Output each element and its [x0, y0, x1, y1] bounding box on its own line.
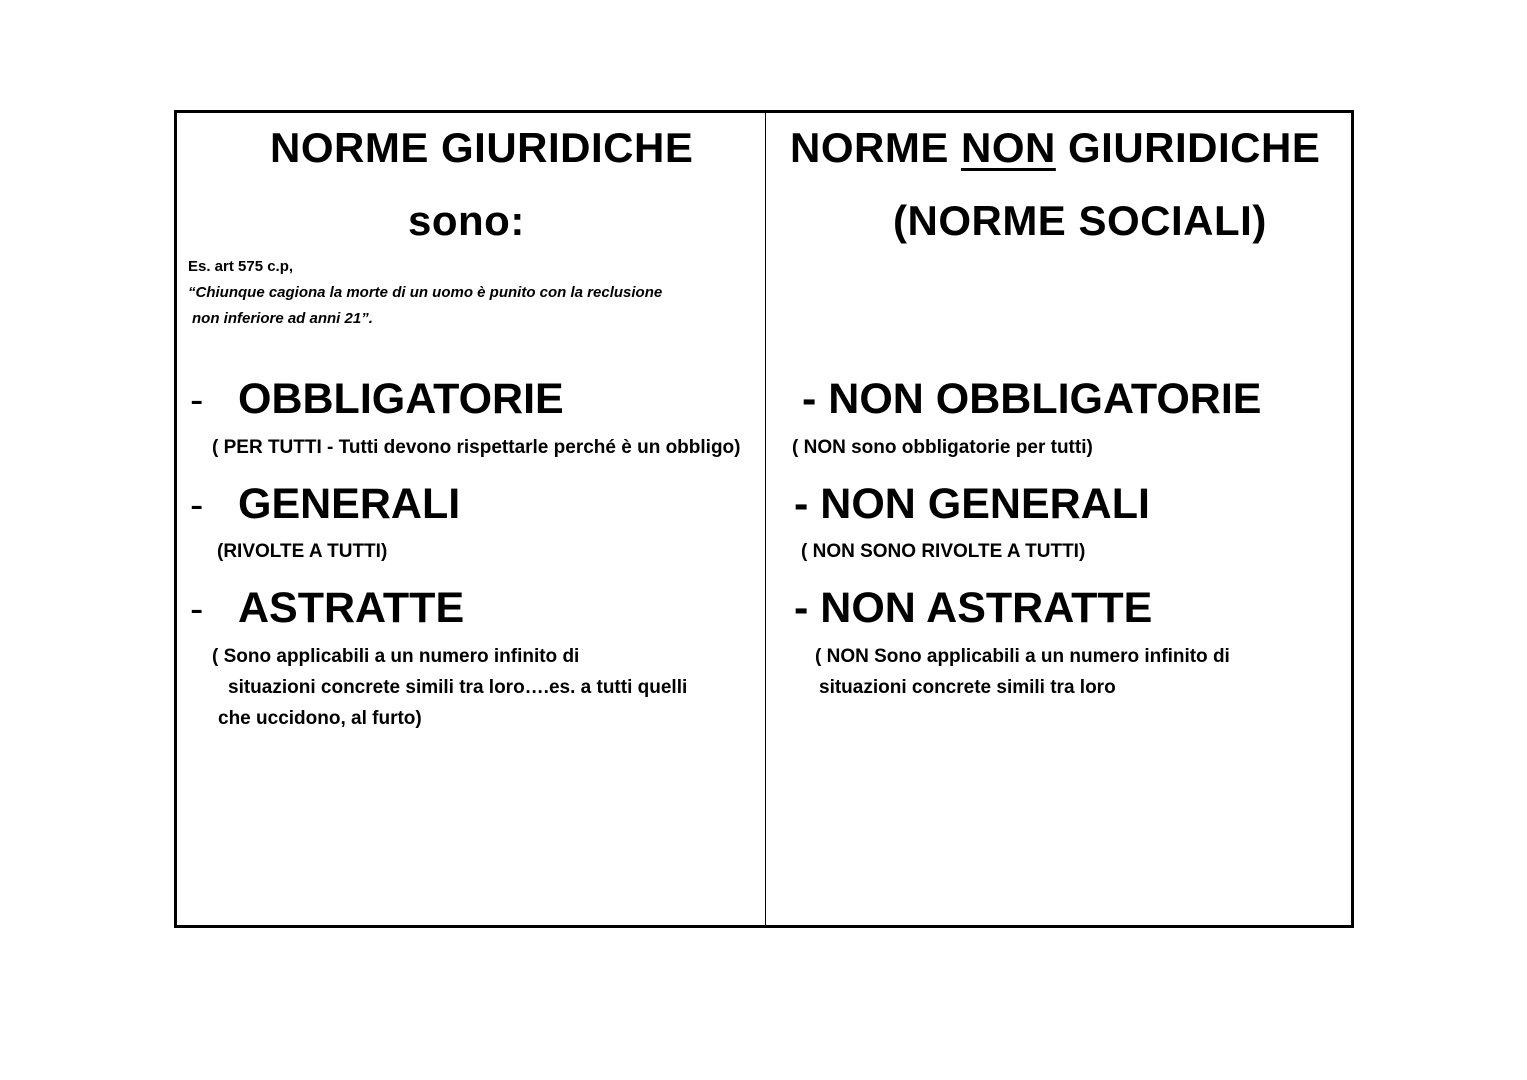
example-quote-line-1: “Chiunque cagiona la morte di un uomo è punito con la reclusione [188, 284, 663, 301]
left-item-generali: GENERALI [238, 480, 461, 528]
left-item-astratte: ASTRATTE [238, 584, 465, 632]
left-item-generali-desc: (RIVOLTE A TUTTI) [217, 541, 388, 562]
left-item-obbligatorie-desc: ( PER TUTTI - Tutti devono rispettarle perché è un obbligo) [212, 437, 741, 458]
right-item-non-astratte-desc-line-2: situazioni concrete simili tra loro [819, 677, 1116, 698]
right-item-non-generali-desc: ( NON SONO RIVOLTE A TUTTI) [801, 541, 1086, 562]
left-item-astratte-desc-line-2: situazioni concrete simili tra loro….es. a tutti quelli [228, 677, 688, 698]
left-item-obbligatorie: OBBLIGATORIE [238, 375, 564, 423]
right-item-non-generali: - NON GENERALI [794, 480, 1150, 528]
left-title: NORME GIURIDICHE [270, 124, 694, 171]
left-item-astratte-dash: - [190, 587, 204, 631]
left-subtitle: sono: [408, 197, 525, 244]
left-item-astratte-desc-line-3: che uccidono, al furto) [218, 708, 422, 729]
right-title-underlined: NON [961, 124, 1056, 171]
right-item-non-astratte-desc-line-1: ( NON Sono applicabili a un numero infinito di [815, 646, 1230, 667]
right-item-non-obbligatorie: - NON OBBLIGATORIE [802, 375, 1262, 423]
right-title [790, 124, 1320, 172]
example-quote-line-2: non inferiore ad anni 21”. [192, 310, 373, 327]
right-item-non-astratte: - NON ASTRATTE [794, 584, 1153, 632]
left-item-obbligatorie-dash: - [190, 378, 204, 422]
example-reference: Es. art 575 c.p, [188, 258, 294, 275]
right-item-non-obbligatorie-desc: ( NON sono obbligatorie per tutti) [792, 437, 1093, 458]
left-item-astratte-desc-line-1: ( Sono applicabili a un numero infinito di [212, 646, 580, 667]
right-title-post: GIURIDICHE [1055, 124, 1321, 171]
right-subtitle: (NORME SOCIALI) [893, 197, 1267, 244]
right-title-pre: NORME [790, 124, 961, 171]
left-item-generali-dash: - [190, 483, 204, 527]
column-divider [765, 113, 766, 925]
